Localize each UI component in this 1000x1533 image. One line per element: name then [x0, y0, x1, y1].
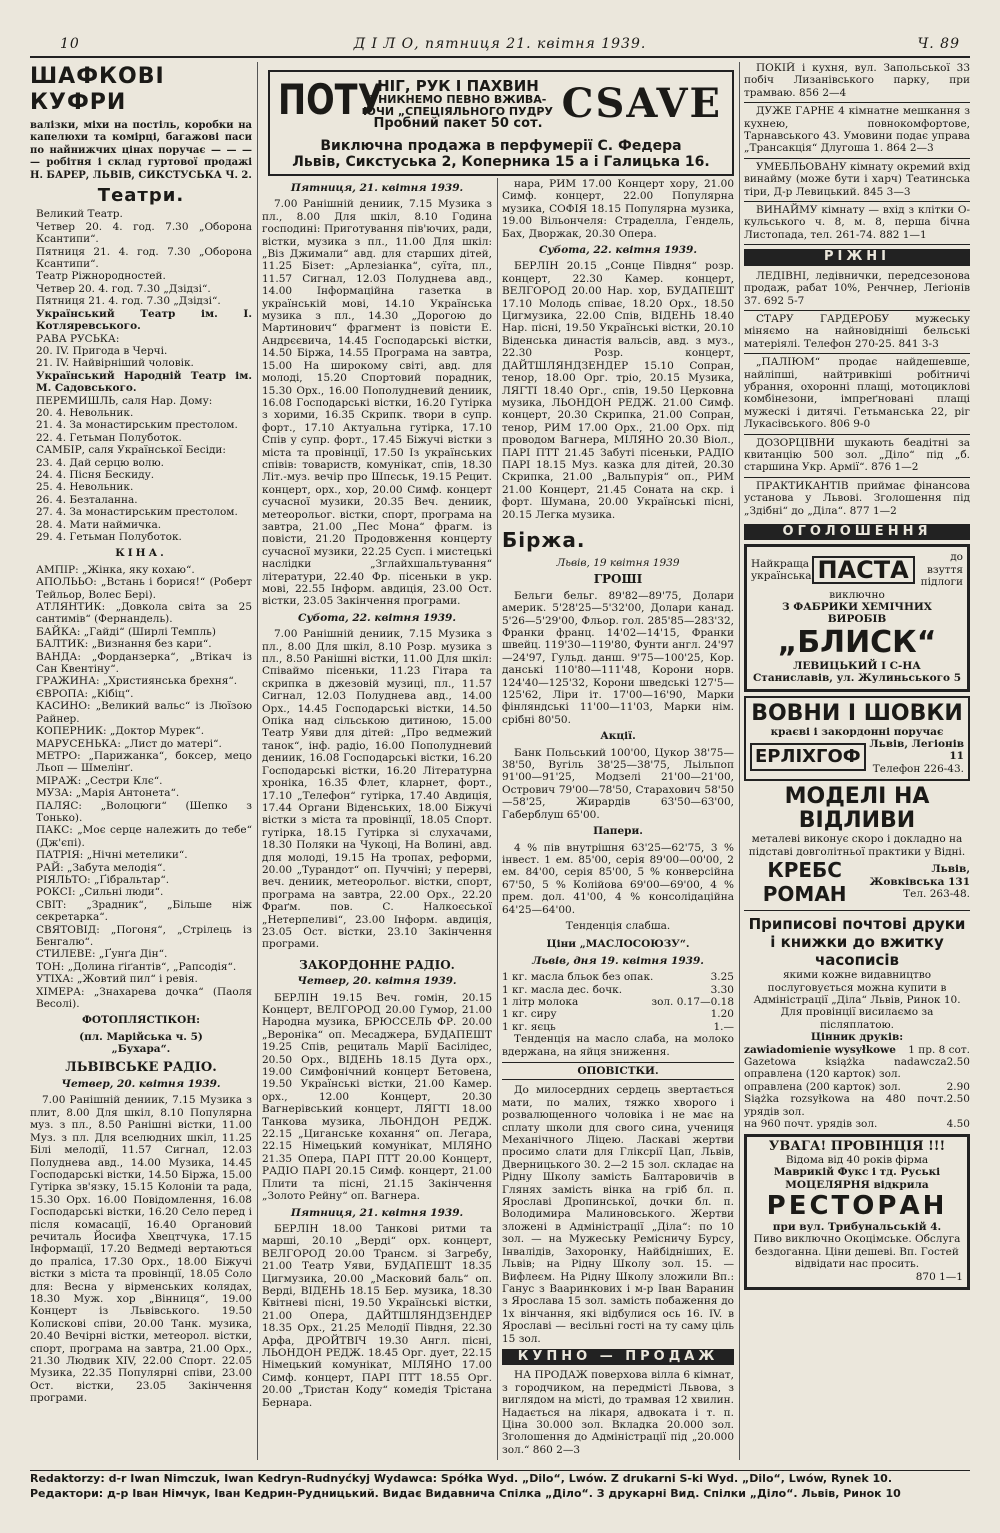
column-1 [30, 62, 252, 1460]
table-cell: 2.50 [946, 1055, 970, 1068]
print-forms-ad [744, 915, 970, 1043]
table-cell: зол. 0.17—0.18 [651, 995, 734, 1008]
prov-sub: Відома від 40 років фірма [785, 1153, 929, 1166]
erlich-brand: ЕРЛІХГОФ [750, 743, 866, 771]
models-heading: МОДЕЛІ НА ВІДЛИВИ [784, 784, 930, 834]
foreign-radio-heading: ЗАКОРДОННЕ РАДІО. [299, 957, 455, 972]
classified-ad: „ПАЛІЮМ“ продає найдешевше, найліпші, найтривкіші робітничі убрання, охоронні плащі, мотоциклові комбінезони, імпреґновані плащі мужескі і дитячі. Гетьманська 22, ріг Лукасівського. 806 9-0 [744, 356, 970, 434]
list-item: СВІТ: „Зрадник“, „Більше ніж секретарка“. [36, 898, 252, 924]
krebs-contact [865, 863, 970, 900]
price-heading: Цінник друків: [810, 1031, 904, 1044]
list-item: КОПЕРНИК: „Доктор Мурек“. [36, 725, 205, 738]
print-heading: Приписові почтові друки і книжки до вжитку часописів [748, 915, 966, 970]
radio-program: БЕРЛІН 18.00 Танкові ритми та марші, 20.10 „Верді“ орх. концерт, ВЕЛГОРОД 20.00 Трансм. зі Загребу, 21.00 Театр Уяви, БУДАПЕШТ 18.35 Цигмузика, 20.00 „Масковий баль“ оп. Верді, ВІДЕНЬ 18.15 Бер. музика, 18.30 Квітневі пісні, 19.50 Українські вістки, 21.00 Опера, ДАЙТШЛЯНДЗЕНДЕР 18.35 Орх., 21.25 Мелодії Півдня, 22.30 Арфа, ДРОЙТВІЧ 19.30 Англ. пісні, ЛЬОНДОН РЕДЖ. 18.45 Орг. дует, 22.15 Німецький комунікат, МІЛЯНО 17.00 Симф. концерт, ПАРІ ПТТ 18.55 Орг. 20.00 „Тристан Коду“ комедія Трістана Бернара. [262, 1222, 492, 1409]
table-cell: 3.30 [710, 983, 734, 996]
sale-heading: КУПНО — ПРОДАЖ [502, 1349, 734, 1365]
bonds-tendency: Тенденція слабша. [565, 919, 671, 932]
table-cell: 2.90 [946, 1080, 970, 1093]
restaurant-text: Пиво виключно Окоцімське. Обслуга бездоганна. Ціни дешеві. Вп. Гостей відвідати нас просить. [753, 1233, 961, 1271]
list-item: 26. 4. Безталанна. [36, 493, 138, 506]
blysk-ad [744, 544, 970, 691]
prov-open: МОЦЕЛЯРНЯ відкрила [785, 1178, 929, 1191]
table-row [744, 1081, 970, 1093]
table-cell: 4.50 [946, 1117, 970, 1130]
bonds-rates: 4 % пів внутрішня 63'25—62'75, 3 % інвест. 1 ем. 85'00, серія 89'00—00'00, 2 ем. 84'00, серія 85'00, 5 % конверсійна 67'50, 5 % Колійова 69'00—69'00, 4 % прем. дол. 41'00, 4 % консолідаційна 64'25—64'00. [502, 841, 734, 916]
wool-heading: ВОВНИ І ШОВКИ [751, 700, 963, 726]
page-header [30, 34, 970, 58]
radio-program: БЕРЛІН 19.15 Веч. гомін, 20.15 Концерт, ВЕЛГОРОД 20.00 Гумор, 21.00 Народна музика, БРЮССЕЛЬ ФР. 20.00 „Вероніка“ оп. Месаджера, БУДАПЕШТ 19.25 Спів, рециталь Марії Басілідес, 20.50 Орх., ВІДЕНЬ 18.15 Дута орх., 19.00 Симфонічний концерт Бетовена, 19.50 Українські вістки, 21.00 Камер. орх., 12.00 Концерт, 20.30 Вагнерівський концерт, ЛЯГТІ 18.00 Танкова музика, ЛЬОНДОН РЕДЖ. 22.15 „Циганське кохання“ оп. Легара, 22.15 Німецький комунікат, МІЛЯНО 21.35 Опера, ПАРІ ПТТ 20.00 Концерт, РАДІО ПАРІ 20.15 Симф. концерт, 21.00 Плити та пісні, 21.15 Закінчення „Золото Рейну“ оп. Вагнера. [262, 991, 492, 1203]
list-item: 21. 4. За монастирським престолом. [36, 419, 238, 432]
list-item: Великий Театр. [36, 208, 123, 221]
list-item: САМБІР, саля Української Бесіди: [36, 444, 226, 457]
theatres-heading: Театри. [97, 185, 185, 207]
imprint-line1: Redaktorzy: d-r Iwan Nimczuk, Iwan Kedryn-Rudnyćkyj Wydawca: Spółka Wyd. „Dilo“, Lwów. Z drukarni S-ki Wyd. „Dilo“, Lwów, Rynek 10. [30, 1472, 893, 1485]
restaurant-code: 870 1—1 [915, 1270, 963, 1283]
blysk-address: Станиславів, ул. Жулиньського 5 [752, 672, 962, 685]
pasta-from: З ФАБРИКИ ХЕМІЧНИХ ВИРОБІВ [782, 601, 932, 626]
radio-program: 7.00 Ранішній дениик, 7.15 Музика з пл., 8.00 Для шкіл, 8.10 Розр. музика з пл., 8.50 Ранішні вістки, 11.00 Для шкіл: Співаймо пісеньки, 11.23 Гітара та скрипка в джезовій музиці, пл., 11.57 Сигнал, 12.03 Полуднева авд., 14.00 Орх., 14.45 Господарські вістки, 14.50 Опіка над сільською дитиною, 15.00 Театр Уяви для дітей: „Про ведмежий танок“, інф. радіо, 16.00 Пополудневий дениик, 16.08 Господарські вістки, 16.20 Господарські вістки, 16.20 Літературна хроніка, 16.35 Флет, кларнет, форт., 17.10 „Телефон“ гутірка, 17.40 Авдиція, 17.44 Органи Віденських, 18.00 Біжучі вістки з міста та провінції, 18.05 Спорт. гутірка, 18.15 Гутірка зі слухачами, 18.30 Поляки на Чукоці, На Волині, авд. для молоді, 19.15 На тропах, реформи, 20.00 „Турандот“ оп. Пуччіні; у перерві, веч. дениик, метеорольог. вістки, спорт, програма на завтра, 22.00 Орх., 22.20 Фраґм. пов. С. Налкоєської „Нетерпеливі“, 23.00 Інформ. авдиція, 23.05 Ост. вістки, 23.10 Закінчення програми. [262, 628, 492, 951]
pasta-for: до взуття [926, 551, 963, 576]
ad-line4: Пробний пакет 50 сот. [373, 116, 543, 131]
exchange-date: Львів, 19 квітня 1939 [556, 556, 680, 569]
erlich-ad [744, 696, 970, 782]
list-item: СВЯТОВІД: „Погоня“, „Стрілець із Бенгалю“. [36, 923, 252, 948]
table-cell: 2.50 [946, 1093, 970, 1106]
ad-brand: CSAVE [561, 80, 722, 127]
print-text: якими кожне видавництво послуговується можна купити в Адміністрації „Діла“ Львів, Ринок 10. Для провінції висилаємо за післяплатою. [753, 969, 961, 1031]
photoplasticon-title: „Бухара“. [111, 1043, 171, 1056]
list-item: КАСИНО: „Великий вальс“ із Люїзою Райнер. [36, 700, 252, 725]
column-rule [739, 62, 740, 1460]
column-4 [744, 62, 970, 1460]
list-item: РІЯЛЬТО: „Ґібральтар“. [36, 873, 170, 886]
table-row [502, 984, 734, 996]
list-item: МЕТРО: „Парижанка“, боксер, мецо Льоп — Шмелінґ. [36, 749, 252, 775]
list-item: СТИЛЕВЕ: „Ґунґа Дін“. [36, 948, 168, 961]
list-item: ПЕРЕМИШЛЬ, саля Нар. Дому: [36, 394, 213, 407]
radio-day: Субота, 22. квітня 1939. [538, 244, 698, 257]
butter-date: Львів, дня 19. квітня 1939. [532, 954, 704, 967]
classified-ad: ДОЗОРЦІВНИ шукають беадітні за квитанцію 500 зол. „Діло“ під „б. старшина Укр. Армії“. 876 1—2 [744, 437, 970, 478]
list-item: 25. 4. Невольник. [36, 481, 134, 494]
list-item: АПОЛЬЬО: „Встань і борися!“ (Роберт Тейльор, Волес Бері). [36, 576, 252, 601]
list-item: ЄВРОПА: „Кібіц“. [36, 687, 134, 700]
list-item: АТЛЯНТИК: „Довкола світа за 25 сантимів“ (Фернандель). [36, 601, 252, 626]
prov-name: Маврикій Фукс і тд. Руські [773, 1166, 941, 1179]
radio-program: БЕРЛІН 20.15 „Сонце Півдня“ розр. концерт, 22.30 Камер. концерт, ВЕЛГОРОД 20.00 Нар. хор, БУДАПЕШТ 17.10 Молодь співає, 18.20 Орх., 18.50 Цигмузика, 22.00 Спів, ВІДЕНЬ 18.40 Нар. пісні, 19.50 Українські вістки, 20.10 Віденська династія вальсів, авд. з муз., 22.30 Розр. концерт, ДАЙТШЛЯНДЗЕНДЕР 15.10 Сопран, тенор, 18.00 Орг. тріо, 20.15 Музика, ЛЯГТІ 18.40 Орг., спів, 19.50 Церковна музика, ЛЬОНДОН РЕДЖ. 21.00 Симф. концерт, 20.30 Скрипка, 21.00 Сопран, тенор, РИМ 17.00 Орх., 21.00 Орх. під проводом Вагнера, МІЛЯНО 20.30 Віол., ПАРІ ПТТ 21.45 Забуті пісеньки, РАДІО ПАРІ 18.15 Муз. казка для дітей, 20.30 Скрипка, 21.00 „Вальпурія“ оп., РИМ 21.00 Концерт, 21.45 Соната на скр. і форт. Шумана, 20.00 Українські пісні, 20.15 Легка музика. [502, 260, 734, 521]
stocks-rates: Банк Польський 100'00, Цукор 38'75—38'50, Вугіль 38'25—38'75, Льільпоп 91'00—91'25, Модзелі 21'00—21'00, Острович 79'00—78'50, Старахович 58'50—58'25, Жирардів 63'50—63'00, Габерблуш 65'00. [502, 746, 734, 821]
classified-ad: ДУЖЕ ГАРНЕ 4 кімнатне мешкання з кухнею, повнокомфортове, Тарнавського 43. Умовини подає управа „Трансакція“ Длугоша 1. 864 2—3 [744, 105, 970, 159]
notices-text: До милосердних сердець звертається мати, по малих, тяжко хворого і розвалющенного чоловіка і не має на сплату школи для свого сина, учениця Механічного Ліцею. Ласкаві жертви просимо слати для Гліксрії Цап, Львів, Дверницького 30. 2—2 15 зол. складає на Рідну Школу замість Балтаровичів в Глянях замість вінка на гріб бл. п. Ярославі Дропинської, дочки бл. п. Володимира Малиновського. Жертви зложені в Адміністрації „Діла“: по 10 зол. — на Мужеську Ремісничу Бурсу, Інвалідів, Захоронку, Найбідніших, Е. Львів; на Рідну Школу зол. 15. — Вифлеєм. На Рідну Школу зложили Вп.: Ганус з Вааринкових і м-р Іван Варанин з Ярослава 15 зол. замість побаження до 1х вінчання, які відбулися ось 16. IV. в Ярославі — весільні гості на ту саму ціль 15 зол. [502, 1084, 734, 1345]
stocks-heading: Акції. [600, 730, 636, 743]
ad-title-kufry: ШАФКОВІ КУФРИ [30, 64, 165, 115]
list-item: ПАЛЯС: „Волоцюги“ (Шепко з Тонько). [36, 799, 252, 824]
list-item: Театр Ріжнородностей. [36, 270, 166, 283]
list-item: МАРУСЕНЬКА: „Лист до матері“. [36, 737, 222, 750]
restaurant-ad [744, 1134, 970, 1290]
list-item: ПАТРІЯ: „Нічні метелики“. [36, 849, 188, 862]
table-cell: 1 кг. масла бльок без опак. [502, 971, 654, 984]
ad-foot1: Виключна продажа в перфумерії С. Федера [320, 138, 682, 154]
radio-day: Пятниця, 21. квітня 1939. [290, 182, 464, 194]
butter-table [502, 971, 734, 1033]
classified-ad: ПОКІЙ і кухня, вул. Запольської 33 побіч Лизанівського парку, при трамваю. 856 2—4 [744, 62, 970, 103]
ad-potu-word: ПОТУ [278, 75, 384, 124]
ad-foot2: Львів, Сикстуська 2, Коперника 15 а і Галицька 16. [292, 154, 710, 170]
list-item: 28. 4. Мати наймичка. [36, 518, 162, 531]
butter-heading: Ціни „МАСЛОСОЮЗУ“. [546, 938, 690, 951]
list-item: Четвер 20. 4. год. 7.30 „Оборона Ксантипи“. [36, 220, 252, 246]
list-item: МІРАЖ: „Сестри Клє“. [36, 774, 163, 787]
radio-day: Пятниця, 21. квітня 1939. [290, 1206, 464, 1219]
pasta-top: Найкраща [751, 557, 809, 570]
table-cell: 1.20 [710, 1008, 734, 1021]
exchange-heading: Біржа. [502, 527, 586, 552]
photoplasticon-address: (пл. Марійська ч. 5) [79, 1030, 203, 1043]
imprint-footer [30, 1470, 970, 1501]
pasta-row [751, 551, 963, 588]
erlich-contact [866, 738, 964, 775]
issue-number: Ч. 89 [917, 36, 960, 52]
table-cell: 1.— [713, 1020, 734, 1033]
ad-middle-text [358, 78, 558, 130]
radio-program: 7.00 Ранішній дениик, 7.15 Музика з плит, 8.00 Для шкіл, 8.10 Популярна муз. з пл., 8.50 Ранішні вістки, 11.00 Муз. з пл. Для вселюдних шкіл, 11.25 Білі мелодії, 11.57 Сигнал, 12.03 Полуднева авд., 14.00 Музика, 14.45 Господарські вістки, 14.50 Біржа, 15.00 Гутірка зв'язку, 15.15 Колоніи та рада, 15.30 Орх. 16.00 Повідомлення, 16.08 Господарські вістки, 16.20 Село перед і після комасації, 16.40 Органовий речиталь Йосифа Хвецтчука, 17.15 Інформації, 17.20 Ведмеді вертаються до праліса, 17.30 Орх., 18.00 Біжучі вістки з міста та провінції, 18.05 Соло для: Весна у вірменських колядах, 18.30 Муж. хор „Вінниця“, 19.00 Концерт із Львівського. 19.50 Колискові співи, 20.00 Танк. музика, 20.40 Вечірні вістки, метеорол. вістки, спорт, програма на завтра, 21.00 Орх., 21.30 Людвик XIV, 22.00 Спорт. 22.05 Музика, 22.35 Популярні співи, 23.00 Ост. вістки, 23.05 Закінчення програми. [30, 1094, 252, 1405]
radio-day: Четвер, 20. квітня 1939. [61, 1078, 221, 1091]
price-table [744, 1044, 970, 1131]
classified-ad: УМЕБЛЬОВАНУ кімнату окремий вхід винайму (може бути і харч) Театинська тіри, Д-р Левицький. 845 3—3 [744, 161, 970, 202]
list-item: 24. 4. Пісня Бескиду. [36, 468, 155, 481]
table-row [744, 1056, 970, 1081]
lviv-radio-heading: ЛЬВІВСЬКЕ РАДІО. [65, 1059, 217, 1075]
ad-footer [270, 138, 732, 170]
radio-program: 7.00 Ранішній дениик, 7.15 Музика з пл., 8.00 Для шкіл, 8.10 Година господині: Приготування пів'ючих, ради, вістки, музика з пл., 11.00 Для шкіл: „Віз Джимали“ авд. для старших дітей, 11.25 Бізет: „Арлезіанка“, суїта, пл., 11.57 Сигнал, 12.03 Полуднева авд., 14.00 Інформаційна газетка в українській мові, 14.10 Українська музика з пл., 14.30 „Дорогою до Мартинович“ фрагмент із повісти Е. Андрєєвича, 14.45 Господарські вістки, 14.50 Біржа, 14.55 Програма на завтра, 15.00 На широкому світі, авд. для молоді, 15.20 Спортовий порадник, 15.30 Орх., 16.00 Пополудневий дениик, 16.08 Господарські вістки, 16.20 Гутірка з хорими, 16.35 Скрипк. твори в супр. форт., 17.10 Актуальна гутірка, 17.10 Спів у супр. форт., 17.45 Біжучі вістки з міста та провінції, 17.50 Із укрaїнських співів: товариств, комунікат, спів, 18.30 Літ.-муз. вечір про Шпєськ, 19.15 Рецит. концерт, орх., хор, 20.00 Симф. концерт сучасної музики, 20.35 Веч. дениик, метеорольог. вістки, спорт, програма на завтра, 21.00 „Пес Мона“ фрагм. із повісти, 21.20 Продовження концерту сучасної музики, 22.25 Сусп. і мистецькі наслідки „Зглайхшальтування“ літератури, 22.40 Фр. пісеньки в укр. мові, 22.55 Інформ. авдиція, 23.00 Ост. вістки, 23.05 Закінчення програми. [262, 198, 492, 608]
column-rule [497, 178, 498, 1460]
cinema-list [30, 564, 252, 1011]
table-row [502, 1008, 734, 1020]
table-cell: 3.25 [710, 971, 734, 984]
table-row [502, 1021, 734, 1033]
pasta-excl: виключно [829, 588, 885, 601]
list-item: 29. 4. Гетьман Полуботок. [36, 531, 182, 543]
ad-text-kufry: валізки, міхи на постіль, коробки на капелюхи та комірці, багажові паси по найнижчих цінах поручає — — — — робітня і склад гуртової продажі Н. БАРЕР, ЛЬВІВ, СИКСТУСЬКА Ч. 2. [30, 120, 252, 181]
list-item: 27. 4. За монастирським престолом. [36, 506, 238, 519]
krebs-address: Львів, Жовківська 131 [869, 863, 970, 888]
restaurant-address: при вул. Трибунальській 4. [772, 1221, 942, 1233]
list-item: ВАНДА: „Форданзерка“, „Втікач із Сан Квентіну“. [36, 650, 252, 676]
erlich-address: Львів, Легіонів 11 [869, 738, 964, 763]
list-item: БАЛТИК: „Визнання без кари“. [36, 638, 212, 651]
pasta-right [915, 551, 963, 588]
table-cell: 1 літр молока [502, 995, 579, 1008]
list-item: ТОН: „Долина ґіґантів“, „Рапсодія“. [36, 960, 237, 973]
classified-ad: ПРАКТИКАНТІВ приймає фінансова установа у Львові. Зголошення під „Здібні“ до „Діла“. 877 1—2 [744, 479, 970, 517]
restaurant-title: РЕСТОРАН [766, 1191, 948, 1221]
list-item: 21. IV. Найвірніший чоловік. [36, 357, 194, 370]
blysk-owner: ЛЕВИЦЬКИЙ І С-НА [793, 659, 921, 672]
prov-heading: УВАГА! ПРОВІНЦІЯ !!! [768, 1139, 946, 1155]
list-item: РАВА РУСЬКА: [36, 332, 120, 345]
announcements-heading: ОГОЛОШЕННЯ [744, 524, 970, 540]
butter-tendency: Тенденція на масло слаба, на молоко вдержана, на яйця зниження. [502, 1033, 734, 1058]
list-item: МУЗА: „Марія Антонета“. [36, 787, 180, 800]
list-item: ХІМЕРА: „Знахарева дочка“ (Паоля Весолі). [36, 985, 252, 1011]
table-row [744, 1044, 970, 1056]
list-item: РАЙ: „Забута мелодія“. [36, 861, 166, 874]
cinema-heading: КІНА. [115, 547, 167, 560]
column-3 [502, 178, 734, 1460]
radio-day: Четвер, 20. квітня 1939. [297, 975, 457, 988]
table-cell: 1 пр. 8 сот. [908, 1043, 970, 1056]
pasta-floor: підлоги [920, 576, 963, 589]
imprint-line2: Редактори: д-р Іван Німчук, Іван Кедрин-Рудницький. Видає Видавнича Спілка „Діло“. З друкарні Вид. Спілки „Діло“. Львів, Ринок 10 [30, 1487, 901, 1500]
list-item: 20. IV. Пригода в Черчі. [36, 344, 168, 357]
photoplasticon-heading: ФОТОПЛЯСТІКОН: [81, 1014, 201, 1027]
table-row [502, 971, 734, 983]
list-item: 22. 4. Гетьман Полуботок. [36, 431, 182, 444]
radio-program: нара, РИМ 17.00 Концерт хору, 21.00 Симф. концерт, 22.00 Популярна музика, СОФІЯ 18.15 Популярна музика, 19.00 Вільончеля: Страделла, Гендель, Бах, Дворжак, 20.30 Опера. [502, 178, 734, 240]
list-item: Український Театр ім. І. Котляревського. [36, 307, 252, 333]
list-item: РОКСІ: „Сильні люди“. [36, 886, 164, 899]
krebs-brand: КРЕБС РОМАН [762, 858, 847, 907]
page-number: 10 [60, 36, 80, 52]
blysk-brand: „БЛИСК“ [777, 624, 937, 660]
money-rates: Бельги бельг. 89'82—89'75, Долари америк. 5'28'25—5'32'00, Долари канад. 5'26—5'29'00, Фльор. гол. 285'85—283'32, Франки франц. 14'02—14'15, Франки швейц. 119'30—119'80, Фунти англ. 24'97—24'97, Гульд. данш. 9'75—100'25, Кор. данські 110'80—111'48, Корони норв. 124'40—125'32, Корони шведські 127'5—125'62, Ліри іт. 17'00—16'90, Марки фінляндські 11'00—11'03, Марки нім. срібні 80'50. [502, 589, 734, 726]
list-item: АМПІР: „Жінка, яку кохаю“. [36, 563, 195, 576]
models-sub: металеві виконує скоро і докладно на підставі довголітньої практики у Відні. [748, 833, 966, 858]
masthead: Д І Л О, пятниця 21. квітня 1939. [353, 36, 647, 52]
sale-text: НА ПРОДАЖ поверхова вілла 6 кімнат, з городчиком, на передмісті Львова, з виглядом на місті, до трамвая 12 хвилин. Надається на лікаря, адвоката і т. п. Ціна 30.000 зол. Вкладка 20.000 зол. Зголошення до Адміністрації під „20.000 зол.“ 860 2—3 [502, 1369, 734, 1456]
krebs-row [744, 858, 970, 906]
theatres-list [30, 208, 252, 543]
table-cell: Gazetowa książka nadawcza оправлена (120 карток) зол. [744, 1055, 947, 1081]
table-cell: 1 кг. яєць [502, 1020, 556, 1033]
potu-csave-ad [268, 70, 734, 176]
ad-line2: УНИКНЕМО ПЕВНО ВЖИВА- [369, 93, 547, 106]
pasta-word: ПАСТА [812, 556, 915, 584]
list-item: Український Народній Театр ім. М. Садовського. [36, 369, 252, 395]
table-cell: 1 кг. сиру [502, 1008, 557, 1021]
table-cell: на 960 почт. урядів зол. [744, 1117, 878, 1130]
list-item: БАЙКА: „Гайді“ (Ширлі Темпль) [36, 625, 216, 638]
pasta-left [751, 558, 812, 583]
classified-ad: СТАРУ ГАРДЕРОБУ мужеську міняємо на найновідніші бельські матеріялі. Телефон 270-25. 841 3-3 [744, 313, 970, 354]
table-row [502, 996, 734, 1008]
pasta-ukr: українська [751, 570, 812, 583]
table-cell: оправлена (200 карток) зол. [744, 1080, 901, 1093]
bonds-heading: Папери. [593, 825, 643, 838]
wool-sub: краєві і закордонні поручає [770, 725, 944, 738]
list-item: ГРАЖИНА: „Християнська брехня“. [36, 675, 238, 688]
classified-ad: ВИНАЙМУ кімнату — вхід з клітки О-кульського ч. 8, м. 8, перша бічна Листопада, тел. 261-74. 882 1—1 [744, 204, 970, 245]
erlich-tel: Телефон 226-43. [872, 762, 964, 775]
list-item: Пятниця 21. 4. год. 7.30 „Оборона Ксантипи“. [36, 245, 252, 271]
table-row [744, 1118, 970, 1130]
classified-ad: ЛЕДІВНІ, ледівнички, передсезонова продаж, рабат 10%, Ренчнер, Легіонів 37. 692 5-7 [744, 270, 970, 311]
radio-day: Субота, 22. квітня 1939. [297, 611, 457, 624]
erlich-row [750, 738, 964, 775]
table-cell: zawiadomienie wysyłkowe [744, 1043, 896, 1056]
table-row [744, 1093, 970, 1118]
money-heading: ГРОШІ [593, 572, 643, 587]
column-rule [257, 62, 258, 1460]
list-item: ПАКС: „Моє серце належить до тебе“ (Дж'єпі). [36, 824, 252, 849]
misc-heading: РІЖНІ [744, 249, 970, 265]
list-item: Четвер 20. 4. год. 7.30 „Дзідзі“. [36, 282, 211, 295]
list-item: Пятниця 21. 4. год. 7.30 „Дзідзі“. [36, 295, 221, 308]
krebs-ad [744, 785, 970, 911]
list-item: 20. 4. Невольник. [36, 406, 134, 419]
notices-heading: ОПОВІСТКИ. [502, 1062, 734, 1080]
ad-line1: НІГ, РУК І ПАХВИН [377, 77, 539, 95]
table-cell: 1 кг. масла дес. бочк. [502, 983, 623, 996]
list-item: УТІХА: „Жовтий пил“ і ревія. [36, 973, 198, 986]
krebs-tel: Тел. 263-48. [903, 888, 970, 901]
list-item: 23. 4. Дай серцю волю. [36, 456, 164, 469]
ad-line3: ЮЧИ „СПЕЦІЯЛЬНОГО ПУДРУ [363, 105, 553, 118]
table-cell: Siążka rozsyłkowa на 480 почт. урядів зол. [744, 1093, 947, 1118]
column-2 [262, 178, 492, 1460]
